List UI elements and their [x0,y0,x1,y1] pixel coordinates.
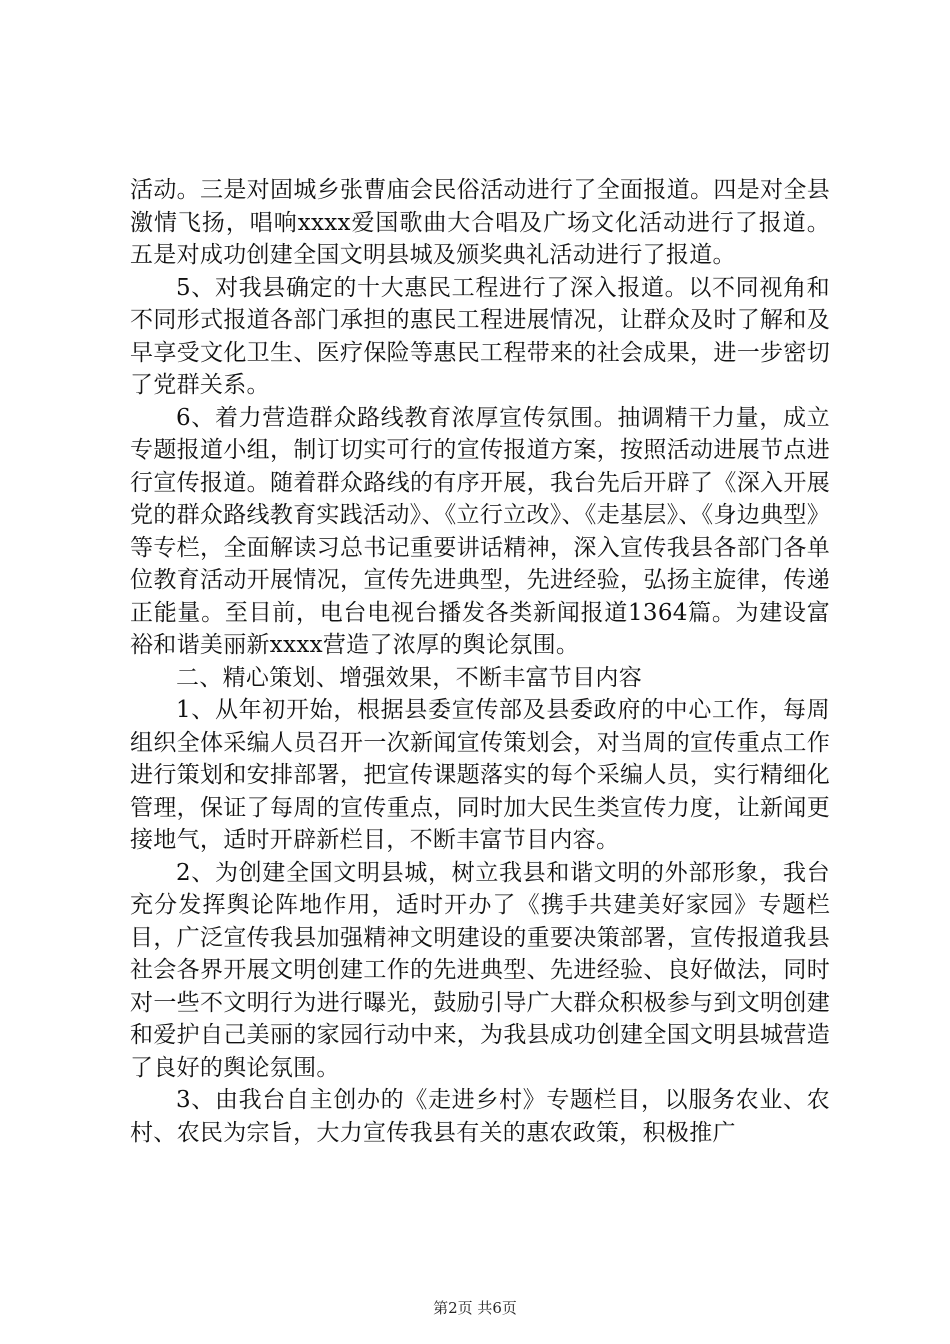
document-body [130,174,830,1149]
paragraph-section2-item-3: 3、由我台自主创办的《走进乡村》专题栏目，以服务农业、农村、农民为宗旨，大力宣传我县有关的惠农政策，积极推广 [130,1087,830,1146]
paragraph-continuation: 活动。三是对固城乡张曹庙会民俗活动进行了全面报道。四是对全县激情飞扬，唱响xxxx爱国歌曲大合唱及广场文化活动进行了报道。五是对成功创建全国文明县城及颁奖典礼活动进行了报道。 [130,177,830,268]
page-number-footer: 第2页 共6页 [433,1299,517,1317]
paragraph-section2-item-1: 1、从年初开始，根据县委宣传部及县委政府的中心工作，每周组织全体采编人员召开一次新闻宣传策划会，对当周的宣传重点工作进行策划和安排部署，把宣传课题落实的每个采编人员，实行精细化管理，保证了每周的宣传重点，同时加大民生类宣传力度，让新闻更接地气，适时开辟新栏目，不断丰富节目内容。 [130,697,830,853]
paragraph-item-6: 6、着力营造群众路线教育浓厚宣传氛围。抽调精干力量，成立专题报道小组，制订切实可行的宣传报道方案，按照活动进展节点进行宣传报道。随着群众路线的有序开展，我台先后开辟了《深入开展党的群众路线教育实践活动》、《立行立改》、《走基层》、《身边典型》等专栏，全面解读习总书记重要讲话精神，深入宣传我县各部门各单位教育活动开展情况，宣传先进典型，先进经验，弘扬主旋律，传递正能量。至目前，电台电视台播发各类新闻报道1364篇。为建设富裕和谐美丽新xxxx营造了浓厚的舆论氛围。 [130,404,830,658]
section-heading-2: 二、精心策划、增强效果，不断丰富节目内容 [176,664,642,691]
paragraph-item-5: 5、对我县确定的十大惠民工程进行了深入报道。以不同视角和不同形式报道各部门承担的惠民工程进展情况，让群众及时了解和及早享受文化卫生、医疗保险等惠民工程带来的社会成果，进一步密切了党群关系。 [130,274,830,398]
paragraph-section2-item-2: 2、为创建全国文明县城，树立我县和谐文明的外部形象，我台充分发挥舆论阵地作用，适时开办了《携手共建美好家园》专题栏目，广泛宣传我县加强精神文明建设的重要决策部署，宣传报道我县社会各界开展文明创建工作的先进典型、先进经验、良好做法，同时对一些不文明行为进行曝光，鼓励引导广大群众积极参与到文明创建和爱护自己美丽的家园行动中来，为我县成功创建全国文明县城营造了良好的舆论氛围。 [130,859,830,1081]
